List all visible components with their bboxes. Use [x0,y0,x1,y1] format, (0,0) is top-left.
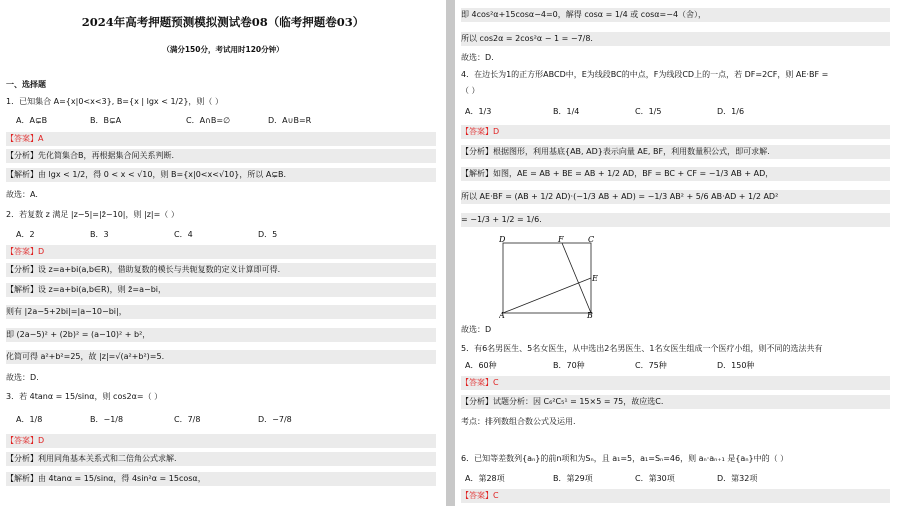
q6-stem: 6．已知等差数列{aₙ}的前n项和为Sₙ，且 a₁=5，a₁=Sₙ=46，则 aₙ·aₙ₊₁ 是{aₙ}中的（ ） [461,454,789,463]
q4-options [461,106,890,118]
q4-option-b: B．1/4 [553,107,580,116]
segment-ae [503,278,591,313]
q3-solution: 【解析】由 4tanα = 15/sinα，得 4sin²α = 15cosα， [6,472,436,486]
q5-option-c: C．75种 [635,361,667,370]
q5-stem: 5．有6名男医生、5名女医生，从中选出2名男医生、1名女医生组成一个医疗小组，则不同的选法共有 [461,344,823,353]
label-d: D [499,236,506,244]
q3-conclusion: 故选：D. [461,53,494,62]
q3-options [6,414,436,426]
q4-step2: = −1/3 + 1/2 = 1/6. [461,213,890,227]
q1-stem: 1．已知集合 A={x|0<x<3}, B={x | lgx < 1/2}，则（ ） [6,97,223,106]
q4-conclusion: 故选：D [461,325,492,334]
segment-bf [562,243,591,313]
q3-analysis: 【分析】利用同角基本关系式和二倍角公式求解. [6,452,436,466]
q4-stem-2: （ ） [461,86,480,95]
q2-option-c: C．4 [174,230,193,239]
q4-answer: 【答案】D [461,125,890,139]
q4-stem: 4．在边长为1的正方形ABCD中，E为线段BC的中点，F为线段CD上的一点，若 DF=2CF，则 AE·BF = [461,70,829,79]
q2-solution: 【解析】设 z=a+bi(a,b∈R)，则 z̄=a−bi， [6,283,436,297]
q4-analysis: 【分析】根据图形，利用基底{AB, AD}表示向量 AE, BF，利用数量积公式，即可求解. [461,145,890,159]
q4-step1: 所以 AE·BF = (AB + 1/2 AD)·(−1/3 AB + AD) = −1/3 AB² + 5/6 AB·AD + 1/2 AD² [461,190,890,204]
q2-option-d: D．5 [258,230,278,239]
q2-answer: 【答案】D [6,245,436,259]
label-b: B [587,311,593,318]
q3-continue-2: 所以 cos2α = 2cos²α − 1 = −7/8. [461,32,890,46]
q2-stem: 2．若复数 z 满足 |z−5|=|z̄−10|，则 |z|=（ ） [6,210,179,219]
q2-step3: 化简可得 a²+b²=25，故 |z|=√(a²+b²)=5. [6,350,436,364]
q3-option-d: D．−7/8 [258,415,292,424]
q5-option-a: A．60种 [465,361,497,370]
q4-option-c: C．1/5 [635,107,662,116]
page-title: 2024年高考押题预测模拟测试卷08（临考押题卷03） [81,15,365,29]
q3-answer: 【答案】D [6,434,436,448]
q4-option-a: A．1/3 [465,107,492,116]
q2-option-a: A．2 [16,230,35,239]
right-page [455,0,900,506]
page-subtitle: （满分150分，考试用时120分钟） [162,45,284,54]
q6-option-b: B．第29项 [553,474,593,483]
q4-option-d: D．1/6 [717,107,745,116]
q2-analysis: 【分析】设 z=a+bi(a,b∈R)，借助复数的模长与共轭复数的定义计算即可得. [6,263,436,277]
q2-step1: 则有 |2a−5+2bi|=|a−10−bi|， [6,305,436,319]
q5-option-b: B．70种 [553,361,585,370]
label-c: C [588,236,595,244]
q6-option-a: A．第28项 [465,474,505,483]
q1-analysis: 【分析】先化简集合B，再根据集合间关系判断. [6,149,436,163]
label-e: E [592,274,598,283]
square-figure [499,236,599,318]
q1-options [6,115,436,127]
q5-option-d: D．150种 [717,361,755,370]
q2-step2: 即 (2a−5)² + (2b)² = (a−10)² + b²， [6,328,436,342]
left-page [0,0,446,506]
q5-answer: 【答案】C [461,376,890,390]
q3-continue-1: 即 4cos²α+15cosα−4=0，解得 cosα = 1/4 或 cosα=−4（舍）， [461,8,890,22]
q1-option-c: C．A∩B=∅ [186,116,231,125]
q2-conclusion: 故选：D. [6,373,39,382]
q6-answer: 【答案】C [461,489,890,503]
q5-analysis: 【分析】试题分析：因 C₆²C₅¹ = 15×5 = 75，故应选C. [461,395,890,409]
q5-options [461,360,890,372]
label-a: A [499,311,505,318]
q5-note: 考点：排列数组合数公式及运用. [461,417,576,426]
q3-option-a: A．1/8 [16,415,43,424]
q2-option-b: B．3 [90,230,109,239]
q1-solution: 【解析】由 lgx < 1/2，得 0 < x < √10，则 B={x|0<x<√10}，所以 A⊊B. [6,168,436,182]
q1-option-b: B．B⊊A [90,116,122,125]
q2-options [6,229,436,241]
q3-stem: 3．若 4tanα = 15/sinα，则 cos2α=（ ） [6,392,163,401]
q3-option-c: C．7/8 [174,415,201,424]
q1-conclusion: 故选：A. [6,190,38,199]
q1-answer: 【答案】A [6,132,436,146]
q1-option-d: D．A∪B=R [268,116,312,125]
section-heading: 一、选择题 [6,80,46,89]
q4-solution: 【解析】如图，AE = AB + BE = AB + 1/2 AD，BF = BC + CF = −1/3 AB + AD， [461,167,890,181]
label-f: F [558,236,564,244]
q6-option-d: D．第32项 [717,474,758,483]
square-abcd [503,243,591,313]
q6-option-c: C．第30项 [635,474,675,483]
q6-options [461,473,890,485]
q1-option-a: A．A⊊B [16,116,48,125]
q3-option-b: B．−1/8 [90,415,124,424]
